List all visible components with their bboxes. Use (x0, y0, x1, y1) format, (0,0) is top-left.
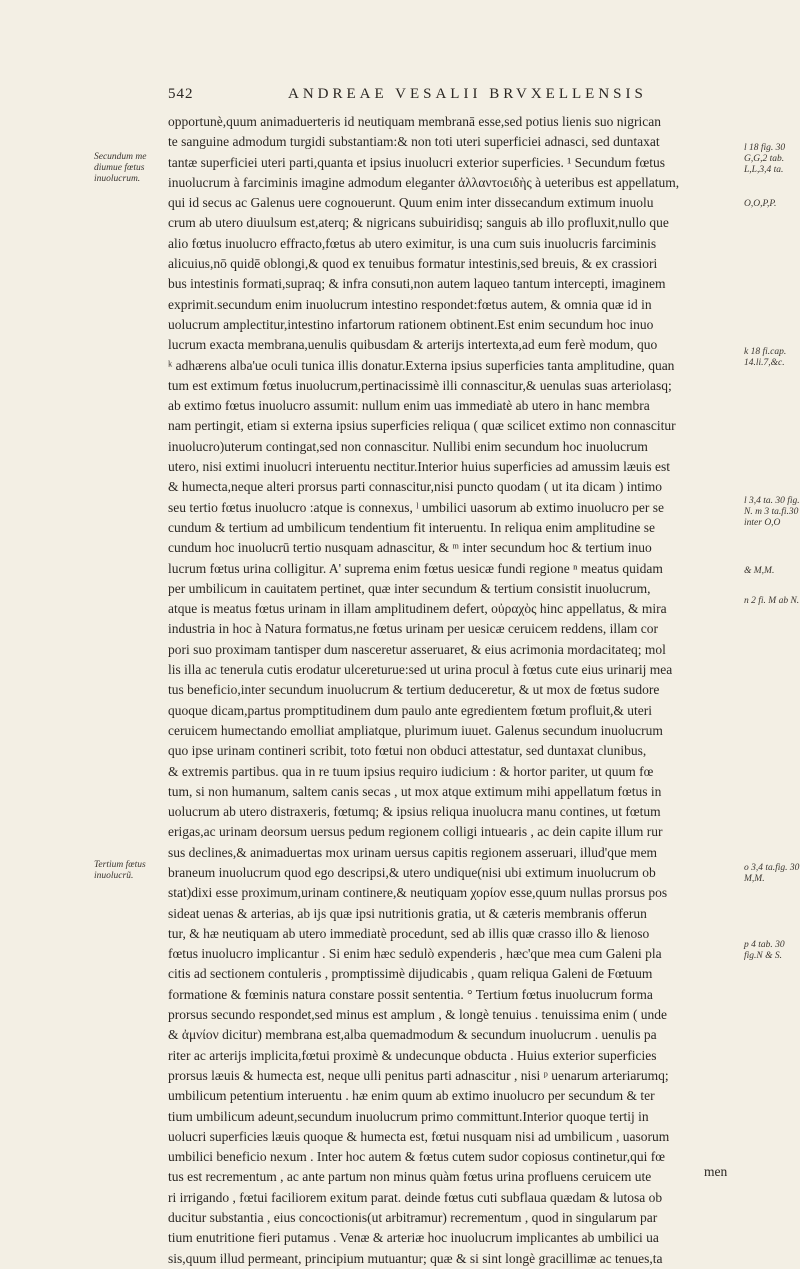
text-line: atque is meatus fœtus urinam in illam amplitudinem defert, οὐραχὸς hinc appellatus, & mira (168, 601, 667, 617)
text-line: inuolucrum à farciminis imagine admodum eleganter ἀλλαντοειδὴς à ueteribus est appellatum, (168, 174, 680, 190)
text-line: inuolucro)uterum contingat,sed non connascitur. Nullibi enim secundum hoc inuolucrum (168, 438, 648, 454)
text-line: prorsus secundo respondet,sed minus est amplum , & longè tenuius . tenuissima enim ( unde (168, 1007, 668, 1023)
text-line: cundum hoc inuolucrū tertio nusquam adnascitur, & ᵐ inter secundum hoc & tertium inuo (168, 540, 652, 556)
text-line: & ἀμνίον dicitur) membrana est,alba quemadmodum & secundum inuolucrum . uenulis pa (168, 1027, 657, 1043)
text-line: nam pertingit, etiam si externa ipsius superficies reliqua ( quæ scilicet extimo non connascitur (168, 418, 676, 434)
marginal-ref: & M,M. (744, 566, 775, 576)
page-number: 542 (168, 86, 194, 102)
marginal-ref: o 3,4 ta.fig. 30 M,M. (744, 863, 800, 884)
text-line: citis ad sectionem contuleris , promptissimè dijudicabis , quam reliqua Galeni de Fœtuum (168, 966, 653, 982)
text-line: umbilicum petentium interuentu . hæ enim quum ab extimo inuolucro per secundum & ter (168, 1088, 655, 1104)
running-head: ANDREAE VESALII BRVXELLENSIS (288, 86, 647, 102)
text-line: tium umbilicum adeunt,secundum inuolucrum primo committunt.Interior quoque tertij in (168, 1108, 649, 1124)
text-line: stat)dixi esse proximum,urinam continere,& neutiquam χορίον esse,quum nullas prorsus pos (168, 885, 668, 901)
marginal-ref: l 3,4 ta. 30 fig. N. m 3 ta.fi.30 inter O,O (744, 496, 800, 528)
text-line: industria in hoc à Natura formatus,ne fœtus urinam per uesicæ ceruicem reddens, illam cor (168, 621, 658, 637)
text-line: ducitur substantia , eius concoctionis(ut arbitramur) recrementum , quod in singularum par (168, 1210, 658, 1226)
text-line: formatione & fœminis natura constare possit sententia. ° Tertium fœtus inuolucrum forma (168, 986, 653, 1002)
text-line: opportunè,quum animaduerteris id neutiquam membranā esse,sed potius lienis suo nigrican (168, 114, 662, 129)
catchword: men (704, 1164, 728, 1179)
marginal-ref: n 2 fi. M ab N. (744, 596, 800, 606)
text-line: ab extimo fœtus inuolucro assumit: nullum enim uas immediatè ab utero in hanc membra (168, 398, 650, 414)
text-line: & humecta,neque alteri prorsus parti connascitur,nisi puncto quodam ( ut ita dicam ) intimo (168, 479, 662, 495)
text-line: cundum & tertium ad umbilicum tendentium fit interuentu. In reliqua enim amplitudine se (168, 519, 656, 535)
text-line: lis illa ac tenerula cutis erodatur ulcereturue:sed ut urina procul à fœtus cute eius urinarij mea (168, 662, 673, 678)
text-line: lucrum exacta membrana,uenulis quibusdam & arterijs intertexta,ad eum ferè modum, quo (168, 337, 658, 353)
text-line: tium enutritione fieri putamus . Venæ & arteriæ hoc inuolucrum implicantes ab umbilici ua (168, 1230, 659, 1246)
text-line: riter ac arterijs implicita,fœtui proximè & undecunque obducta . Huius exterior superficies (168, 1047, 657, 1063)
marginal-ref: l 18 fig. 30 G,G,2 tab. L,L,3,4 ta. (744, 143, 786, 175)
text-line: sideat uenas & arterias, ab ijs quæ ipsi nutritionis gratia, ut & cæteris membranis offerun (168, 905, 647, 921)
text-line: lucrum fœtus urina colligitur. A' suprema enim fœtus uesicæ fundi regione ⁿ meatus quidam (168, 560, 663, 576)
text-line: qui id secus ac Galenus uere cognouerunt. Quum enim inter dissecandum extimum inuolu (168, 195, 654, 211)
text-line: uolucrum amplectitur,intestino infartorum rationem obtinent.Est enim secundum hoc inuo (168, 316, 654, 332)
text-line: ri irrigando , fœtui faciliorem exitum parat. deinde fœtus cuti subflaua quædam & lutosa ob (168, 1189, 663, 1205)
marginal-note-tertium: Tertium fœtus inuolucrũ. (94, 860, 146, 881)
text-line: quoque dicam,partus promptitudinem dum paulo ante egredientem fœtum profluit,& uteri (168, 702, 653, 718)
text-line: utero, nisi extimi inuolucri interuentu nectitur.Interior huius superficies ad amussim læuis est (168, 459, 671, 475)
text-line: & extremis partibus. qua in re tuum ipsius requiro iudicium : & hortor pariter, ut quum fœ (168, 763, 654, 779)
text-line: tur, & hæ neutiquam ab utero immediatè procedunt, sed ab illis quæ crasso illo & lienoso (168, 925, 650, 941)
text-line: tantæ superficiei uteri parti,quanta et ipsius inuolucri exterior superficies. ¹ Secundum fœtus (168, 154, 666, 170)
text-line: tum, si non humanum, saltem canis secas , ut mox atque extimum mihi appellatum fœtus in (168, 783, 662, 799)
text-line: sus declines,& animaduertas mox urinam uersus capitis regionem asseruari, illud'que mem (168, 844, 658, 860)
marginal-note-secundum: Secundum me diumue fœtus inuolucrum. (94, 152, 147, 184)
text-line: alicuius,nō quidē oblongi,& quod ex tenuibus formatur intestinis,sed breuis, & ex crassiori (168, 256, 658, 272)
marginal-ref: O,O,P,P. (744, 199, 777, 209)
text-line: bus intestinis formati,supraq; & infra consuti,non autem laqueo tantum intercepti, imaginem (168, 276, 666, 292)
text-line: fœtus inuolucro implicantur . Si enim hæc sedulò expenderis , hæc'que mea cum Galeni pla (168, 946, 662, 962)
text-line: seu tertio fœtus inuolucro :atque is connexus, ˡ umbilici uasorum ab extimo inuolucro per se (168, 499, 665, 515)
text-line: quo ipse urinam contineri scribit, toto fœtui non obduci attestatur, sed duntaxat clunibus, (168, 743, 647, 759)
text-line: umbilici beneficio nexum . Inter hoc autem & fœtus cutem sudor copiosus continetur,qui fœ (168, 1149, 665, 1165)
text-line: prorsus læuis & humecta est, neque ulli penitus parti adnascitur , nisi ᵖ uenarum arteriarumq; (168, 1067, 669, 1083)
text-line: ceruicem humectando emolliat ampliatque, plurimum iuuet. Galenus secundum inuolucrum (168, 722, 663, 738)
text-line: uolucrum ab utero distraxeris, fœtumq; & ipsius reliqua inuolucra manu contines, ut fœtum (168, 804, 661, 820)
text-line: exprimit.secundum enim inuolucrum intestino respondet:fœtus autem, & omnia quæ id in (168, 296, 652, 312)
marginal-ref: k 18 fi.cap. 14.li.7,&c. (744, 347, 787, 368)
page-header (168, 86, 728, 112)
text-line: tum est extimum fœtus inuolucrum,pertinacissimè illi connascitur,& uenulas suas arteriolasq; (168, 377, 672, 393)
text-line: sis,quum illud permeant, principium mutuantur; quæ & si sint longè gracillimæ ac tenues,ta (168, 1250, 663, 1266)
text-line: erigas,ac urinam deorsum uersus pedum regionem colligi intuearis , ac dein capite illum rur (168, 824, 663, 840)
text-line: per umbilicum in cauitatem pertinet, quæ inter secundum & tertium consistit inuolucrum, (168, 580, 651, 596)
text-line: crum ab utero diuulsum est,aterq; & nigricans subuiridisq; sanguis ab illo profluxit,nullo que (168, 215, 669, 231)
text-line: alio fœtus inuolucro effracto,fœtus ab utero eximitur, is una cum suis inuolucris farciminis (168, 235, 657, 251)
text-line: tus beneficio,inter secundum inuolucrum & tertium deduceretur, & ut mox de fœtus sudore (168, 682, 660, 698)
text-line: tus est recrementum , ac ante partum non minus quàm fœtus urina profluens ceruicem ute (168, 1169, 652, 1185)
marginal-ref: p 4 tab. 30 fig.N & S. (744, 940, 785, 961)
text-line: braneum inuolucrum quod ego descripsi,& utero undique(nisi ubi extimum inuolucrum ob (168, 864, 656, 880)
text-line: uolucri superficies læuis quoque & humecta est, fœtui nusquam nisi ad umbilicum , uasorum (168, 1128, 670, 1144)
text-line: ᵏ adhærens alba'ue oculi tunica illis donatur.Externa ipsius superficies tanta amplitudine, quan (168, 357, 675, 373)
body-text (168, 112, 738, 1269)
text-line: te sanguine admodum turgidi substantiam:& non toti uteri superficiei adnasci, sed duntaxat (168, 134, 660, 150)
text-line: pori suo proximam tantisper dum nasceretur asseruaret, & eius acrimonia mordacitateq; mol (168, 641, 666, 657)
